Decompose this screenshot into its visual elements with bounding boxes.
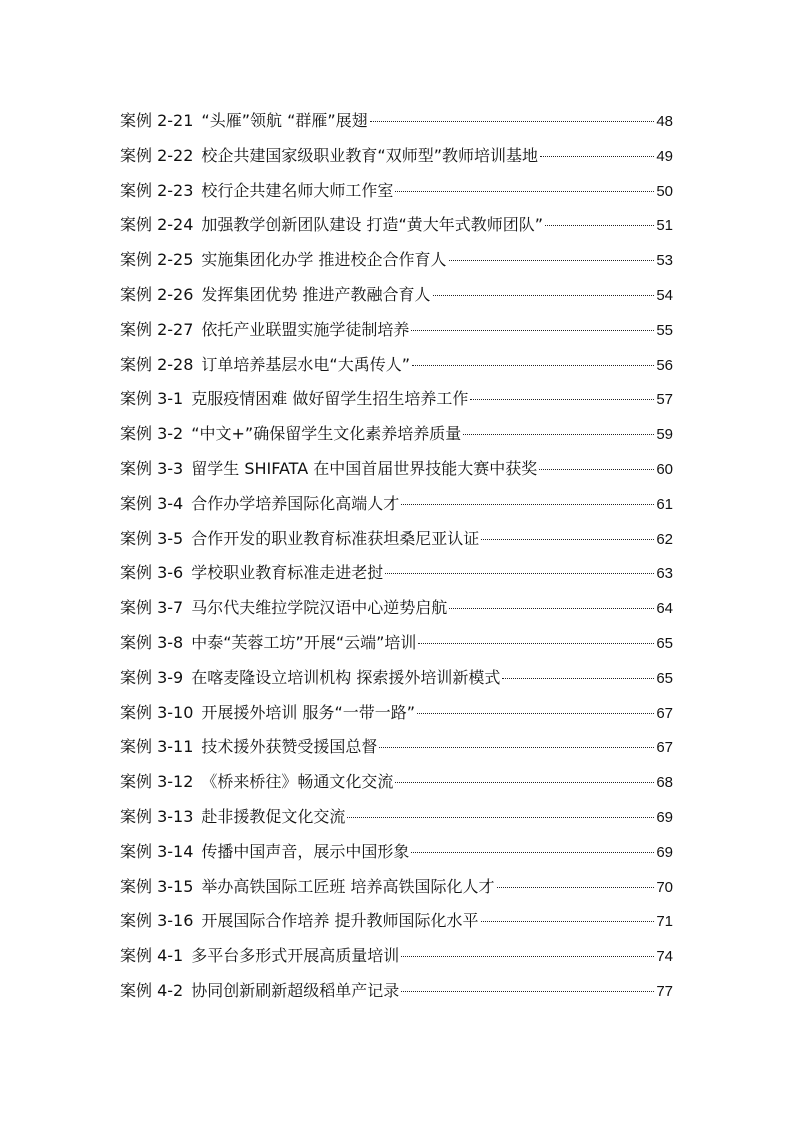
toc-entry-page: 57 — [656, 391, 673, 409]
toc-entry[interactable] — [120, 591, 673, 626]
toc-entry-page: 64 — [656, 600, 673, 618]
dot-leader — [411, 330, 654, 331]
toc-entry[interactable] — [120, 278, 673, 313]
toc-entry-page: 48 — [656, 113, 673, 130]
toc-entry-title: 开展国际合作培养 提升教师国际化水平 — [201, 911, 479, 931]
toc-entry-page: 59 — [656, 426, 673, 444]
toc-entry[interactable] — [120, 174, 673, 209]
toc-entry-case: 案例 2-23 — [120, 180, 194, 200]
toc-entry-case: 案例 2-26 — [120, 284, 194, 304]
toc-entry[interactable] — [120, 522, 673, 557]
toc-entry-case: 案例 3-14 — [120, 841, 194, 861]
toc-entry-title: 协同创新刷新超级稻单产记录 — [191, 980, 400, 1000]
toc-entry-page: 65 — [656, 634, 673, 652]
toc-entry[interactable] — [120, 939, 673, 974]
toc-entry[interactable] — [120, 696, 673, 731]
dot-leader — [385, 573, 654, 574]
toc-entry-title: 开展援外培训 服务“一带一路” — [201, 702, 416, 722]
toc-entry[interactable] — [120, 139, 673, 174]
toc-entry-title: 技术援外获赞受援国总督 — [201, 737, 378, 757]
toc-entry-title: 赴非援教促文化交流 — [201, 806, 346, 826]
toc-entry-page: 68 — [656, 774, 673, 792]
toc-entry-case: 案例 2-21 — [120, 111, 194, 130]
dot-leader — [401, 504, 654, 505]
dot-leader — [395, 782, 654, 783]
toc-entry-case: 案例 3-9 — [120, 667, 184, 687]
toc-entry-page: 70 — [656, 878, 673, 896]
toc-entry-page: 63 — [656, 565, 673, 583]
toc-entry-case: 案例 2-24 — [120, 215, 194, 235]
toc-entry[interactable] — [120, 870, 673, 905]
toc-entry-title: 合作开发的职业教育标准获坦桑尼亚认证 — [191, 528, 480, 548]
toc-entry[interactable] — [120, 730, 673, 765]
toc-entry[interactable] — [120, 765, 673, 800]
dot-leader — [417, 713, 654, 714]
table-of-contents — [120, 104, 673, 1009]
toc-entry-title: 订单培养基层水电“大禹传人” — [201, 354, 410, 374]
toc-entry[interactable] — [120, 556, 673, 591]
toc-entry-page: 53 — [656, 252, 673, 270]
toc-entry-page: 50 — [656, 182, 673, 200]
dot-leader — [497, 887, 655, 888]
toc-entry-title: 马尔代夫维拉学院汉语中心逆势启航 — [191, 598, 448, 618]
dot-leader — [412, 365, 654, 366]
toc-entry-title: 多平台多形式开展高质量培训 — [191, 946, 400, 966]
toc-entry[interactable] — [120, 208, 673, 243]
toc-entry-title: 加强教学创新团队建设 打造“黄大年式教师团队” — [201, 215, 544, 235]
dot-leader — [539, 469, 654, 470]
toc-entry[interactable] — [120, 904, 673, 939]
toc-entry-title: 克服疫情困难 做好留学生招生培养工作 — [191, 389, 469, 409]
toc-entry-page: 71 — [656, 913, 673, 931]
dot-leader — [433, 295, 655, 296]
toc-entry-page: 65 — [656, 669, 673, 687]
toc-entry-case: 案例 3-12 — [120, 772, 194, 792]
toc-entry-title: 在喀麦隆设立培训机构 探索援外培训新模式 — [191, 667, 501, 687]
toc-entry-case: 案例 3-6 — [120, 563, 184, 583]
toc-entry-case: 案例 3-11 — [120, 737, 194, 757]
toc-entry[interactable] — [120, 417, 673, 452]
toc-entry-case: 案例 3-5 — [120, 528, 184, 548]
toc-entry-title: 举办高铁国际工匠班 培养高铁国际化人才 — [201, 876, 495, 896]
dot-leader — [449, 260, 655, 261]
dot-leader — [411, 852, 654, 853]
toc-entry[interactable] — [120, 104, 673, 139]
toc-entry-case: 案例 2-25 — [120, 250, 194, 270]
toc-entry[interactable] — [120, 835, 673, 870]
toc-entry-title: 合作办学培养国际化高端人才 — [191, 493, 400, 513]
dot-leader — [401, 991, 654, 992]
dot-leader — [395, 191, 654, 192]
toc-entry-case: 案例 3-2 — [120, 424, 184, 444]
dot-leader — [379, 747, 654, 748]
toc-entry-page: 54 — [656, 286, 673, 304]
toc-entry-page: 67 — [656, 704, 673, 722]
toc-entry-page: 60 — [656, 460, 673, 478]
toc-entry[interactable] — [120, 487, 673, 522]
dot-leader — [370, 121, 655, 122]
toc-entry-page: 56 — [656, 356, 673, 374]
toc-entry-title: 依托产业联盟实施学徒制培养 — [201, 319, 410, 339]
toc-entry-title: “中文+”确保留学生文化素养培养质量 — [191, 424, 462, 444]
toc-entry-case: 案例 3-10 — [120, 702, 194, 722]
dot-leader — [470, 399, 654, 400]
toc-entry[interactable] — [120, 348, 673, 383]
dot-leader — [449, 608, 654, 609]
toc-entry-page: 69 — [656, 843, 673, 861]
toc-entry[interactable] — [120, 382, 673, 417]
dot-leader — [540, 156, 654, 157]
dot-leader — [545, 225, 654, 226]
toc-entry-case: 案例 2-22 — [120, 145, 194, 165]
toc-entry-case: 案例 3-8 — [120, 632, 184, 652]
toc-entry-page: 77 — [656, 982, 673, 1000]
toc-entry-title: 《桥来桥往》畅通文化交流 — [201, 772, 394, 792]
toc-entry-page: 51 — [656, 217, 673, 235]
toc-entry-page: 69 — [656, 808, 673, 826]
toc-entry-case: 案例 2-28 — [120, 354, 194, 374]
toc-entry[interactable] — [120, 243, 673, 278]
toc-entry-title: 校企共建国家级职业教育“双师型”教师培训基地 — [201, 145, 538, 165]
dot-leader — [481, 921, 655, 922]
dot-leader — [481, 539, 654, 540]
toc-entry-title: 学校职业教育标准走进老挝 — [191, 563, 384, 583]
toc-entry-case: 案例 3-3 — [120, 458, 184, 478]
toc-entry-case: 案例 3-15 — [120, 876, 194, 896]
toc-entry-title: 校行企共建名师大师工作室 — [201, 180, 394, 200]
dot-leader — [418, 643, 654, 644]
toc-entry-page: 55 — [656, 321, 673, 339]
toc-entry-title: 发挥集团优势 推进产教融合育人 — [201, 284, 431, 304]
dot-leader — [401, 956, 654, 957]
toc-entry-page: 62 — [656, 530, 673, 548]
dot-leader — [463, 434, 654, 435]
toc-entry[interactable] — [120, 313, 673, 348]
toc-entry-page: 61 — [656, 495, 673, 513]
toc-entry-title: “头雁”领航 “群雁”展翅 — [201, 111, 368, 130]
dot-leader — [347, 817, 654, 818]
toc-entry-case: 案例 3-4 — [120, 493, 184, 513]
toc-entry-case: 案例 4-2 — [120, 980, 184, 1000]
toc-entry-case: 案例 3-7 — [120, 598, 184, 618]
toc-entry-page: 49 — [656, 147, 673, 165]
toc-entry-title: 传播中国声音，展示中国形象 — [201, 841, 410, 861]
dot-leader — [502, 678, 654, 679]
toc-entry-case: 案例 3-16 — [120, 911, 194, 931]
toc-entry-case: 案例 3-1 — [120, 389, 184, 409]
toc-entry[interactable] — [120, 626, 673, 661]
toc-entry[interactable] — [120, 452, 673, 487]
toc-entry-case: 案例 3-13 — [120, 806, 194, 826]
toc-entry-case: 案例 4-1 — [120, 946, 184, 966]
toc-entry-title: 中泰“芙蓉工坊”开展“云端”培训 — [191, 632, 417, 652]
toc-entry-page: 74 — [656, 948, 673, 966]
toc-entry[interactable] — [120, 661, 673, 696]
toc-entry-case: 案例 2-27 — [120, 319, 194, 339]
toc-entry[interactable] — [120, 800, 673, 835]
toc-entry-title: 实施集团化办学 推进校企合作育人 — [201, 250, 447, 270]
toc-entry-title: 留学生 SHIFATA 在中国首届世界技能大赛中获奖 — [191, 458, 538, 478]
toc-entry-page: 67 — [656, 739, 673, 757]
toc-entry[interactable] — [120, 974, 673, 1009]
